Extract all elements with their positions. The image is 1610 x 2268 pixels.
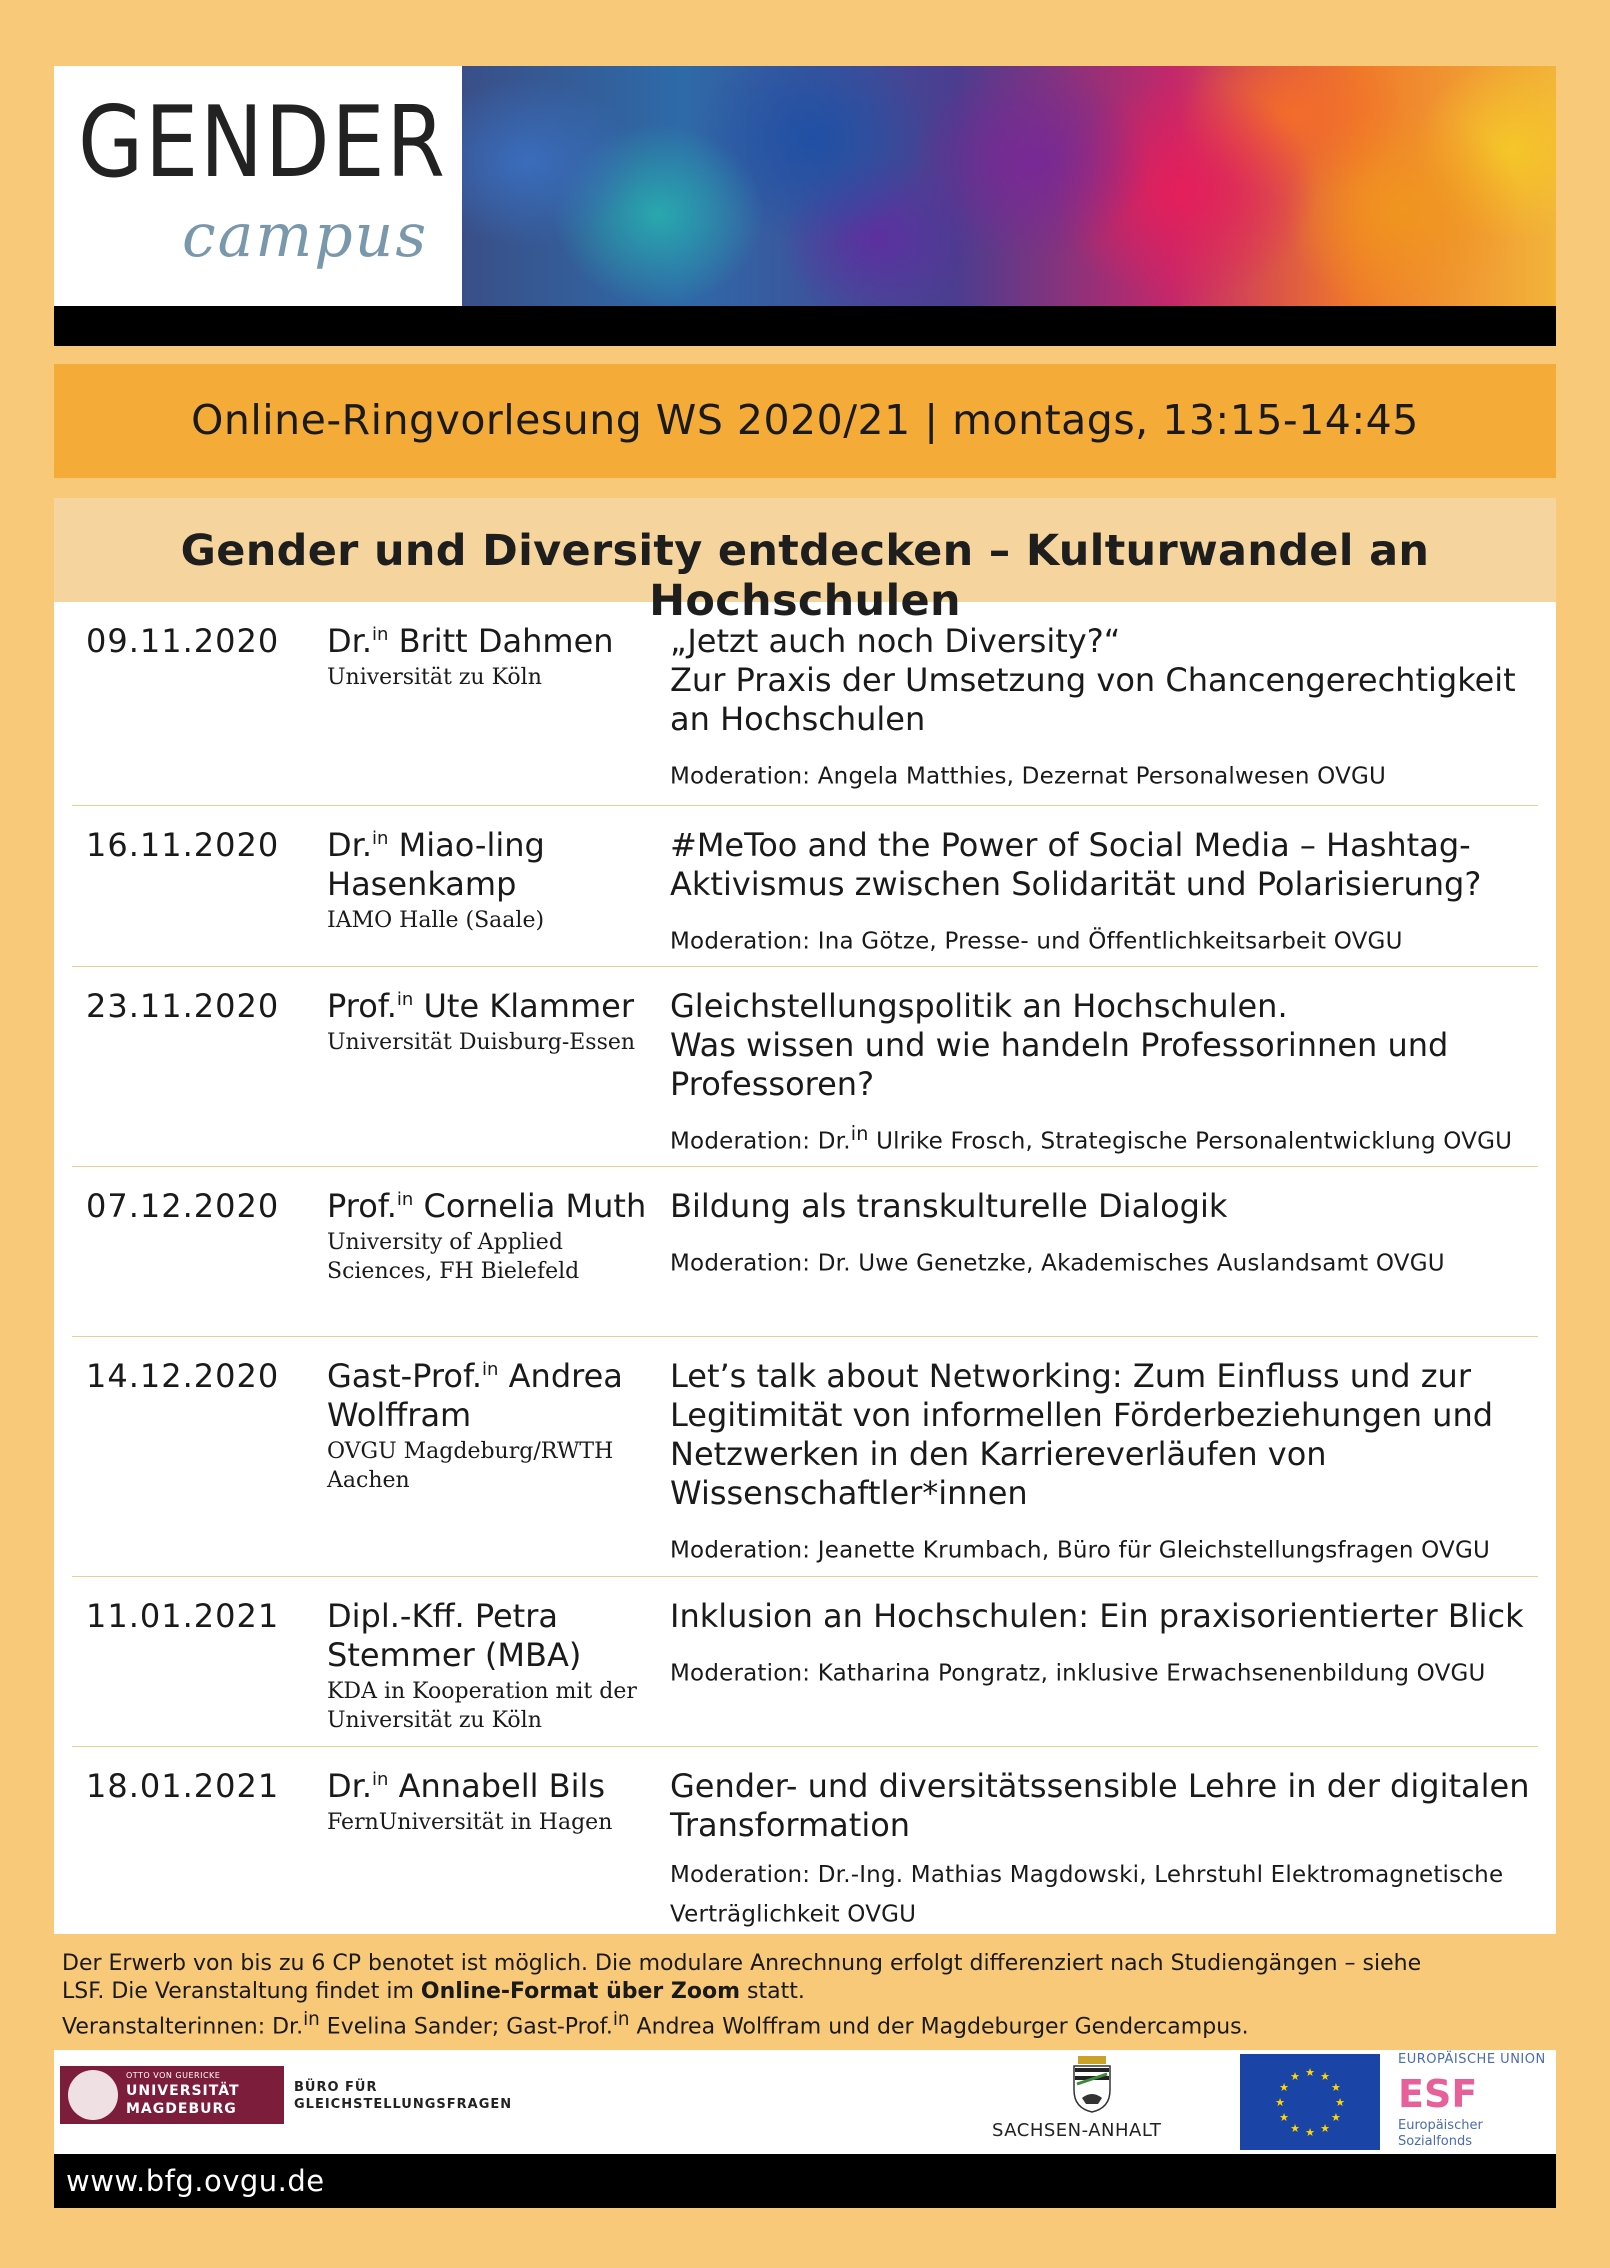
speaker-title-suffix: in: [396, 989, 414, 1010]
session-date: 16.11.2020: [86, 826, 280, 864]
talk-title: [670, 1767, 1530, 1845]
footer-line-3: [62, 2006, 1552, 2041]
speaker-name: [327, 622, 647, 661]
talk-title-line: Gleichstellungspolitik an Hochschulen.: [670, 987, 1288, 1025]
session-row: [72, 1337, 1538, 1577]
session-date: 09.11.2020: [86, 622, 280, 660]
esf-sub-line-1: Europäischer: [1398, 2118, 1483, 2133]
sponsor-logo-bar: [54, 2050, 1556, 2154]
speaker-institution: University of Applied Sciences, FH Bielefeld: [327, 1230, 580, 1284]
moderation-text: Moderation: Dr. Uwe Genetzke, Akademisches Auslandsamt OVGU: [670, 1250, 1445, 1277]
talk-title-line: Bildung als transkulturelle Dialogik: [670, 1187, 1228, 1225]
speaker-block: [327, 1357, 647, 1495]
bfg-line-1: BÜRO FÜR: [294, 2080, 378, 2095]
speaker-title: Dr.: [327, 1767, 373, 1805]
moderation-text: Moderation: Angela Matthies, Dezernat Personalwesen OVGU: [670, 763, 1387, 790]
session-date: 14.12.2020: [86, 1357, 280, 1395]
footer-line-2-pre: LSF. Die Veranstaltung findet im: [62, 1979, 421, 2004]
esf-logo-text: ESF: [1398, 2072, 1478, 2116]
talk-title-line: Inklusion an Hochschulen: Ein praxisorientierter Blick: [670, 1597, 1524, 1635]
sachsen-anhalt-label: SACHSEN-ANHALT: [992, 2120, 1162, 2141]
sachsen-anhalt-crest-icon: [1068, 2054, 1116, 2114]
talk-block: [670, 987, 1530, 1158]
footer-line-2-bold: Online-Format über Zoom: [420, 1979, 741, 2004]
speaker-block: [327, 622, 647, 692]
eu-star-icon: ★: [1320, 2070, 1330, 2084]
speaker-rest: Annabell Bils: [388, 1767, 606, 1805]
speaker-institution: FernUniversität in Hagen: [327, 1810, 613, 1835]
footer-line-3-a: Veranstalterinnen: Dr.: [62, 2014, 304, 2040]
speaker-name: [327, 1597, 647, 1675]
eu-star-icon: ★: [1331, 2111, 1341, 2124]
moderation: [670, 1859, 1530, 1931]
speaker-name: [327, 987, 647, 1026]
footer-line-3-sup1: in: [303, 2009, 320, 2030]
speaker-title-suffix: in: [396, 1189, 414, 1210]
esf-eu-label: EUROPÄISCHE UNION: [1398, 2052, 1546, 2067]
footer-line-2: [62, 1978, 1552, 2006]
talk-title-line: Gender- und diversitätssensible Lehre in der digitalen: [670, 1767, 1530, 1805]
talk-block: [670, 826, 1530, 958]
eu-star-icon: ★: [1320, 2121, 1330, 2135]
session-row: [72, 967, 1538, 1167]
moderation-text: Moderation: Ina Götze, Presse- und Öffentlichkeitsarbeit OVGU: [670, 928, 1403, 955]
speaker-name: [327, 1357, 647, 1435]
footer-note: [62, 1950, 1552, 2041]
session-date: 11.01.2021: [86, 1597, 280, 1635]
guericke-portrait-icon: [68, 2070, 118, 2120]
speaker-name: [327, 826, 647, 904]
moderation: [670, 1527, 1530, 1567]
session-row: [72, 1747, 1538, 1937]
header-banner: [54, 66, 1556, 346]
talk-title-line: Professoren?: [670, 1065, 875, 1103]
speaker-rest: Ute Klammer: [413, 987, 634, 1025]
schedule-panel: [54, 498, 1556, 1934]
moderation-text: Moderation: Katharina Pongratz, inklusive Erwachsenenbildung OVGU: [670, 1660, 1486, 1687]
eu-star-icon: ★: [1275, 2096, 1285, 2109]
speaker-rest: Miao-ling Hasenkamp: [327, 826, 545, 903]
talk-block: [670, 1357, 1530, 1567]
talk-title-line: „Jetzt auch noch Diversity?“: [670, 622, 1121, 660]
speaker-institution: Universität Duisburg-Essen: [327, 1030, 636, 1055]
session-row: [72, 1167, 1538, 1337]
talk-title-line: Transformation: [670, 1806, 911, 1844]
ovgu-small-text: OTTO VON GUERICKE: [126, 2071, 221, 2080]
eu-star-icon: ★: [1331, 2081, 1341, 2094]
eu-star-icon: ★: [1290, 2121, 1300, 2135]
moderation-text: Moderation: Dr.: [670, 1128, 851, 1155]
speaker-block: [327, 987, 647, 1057]
speaker-block: [327, 1187, 647, 1286]
talk-title-line: Aktivismus zwischen Solidarität und Polarisierung?: [670, 865, 1482, 903]
speaker-institution: KDA in Kooperation mit der Universität zu Köln: [327, 1679, 637, 1733]
eu-star-icon: ★: [1305, 2126, 1315, 2139]
talk-title: [670, 826, 1530, 904]
speaker-block: [327, 1597, 647, 1735]
ovgu-line-2: MAGDEBURG: [126, 2101, 237, 2117]
moderation: [670, 1240, 1530, 1280]
speaker-block: [327, 826, 647, 935]
talk-title-line: #MeToo and the Power of Social Media – Hashtag-: [670, 826, 1471, 864]
footer-line-3-b: Evelina Sander; Gast-Prof.: [319, 2014, 613, 2040]
speaker-rest: Cornelia Muth: [413, 1187, 647, 1225]
speaker-title: Gast-Prof.: [327, 1357, 483, 1395]
speaker-name: [327, 1767, 647, 1806]
talk-title-line: Zur Praxis der Umsetzung von Chancengerechtigkeit: [670, 661, 1516, 699]
speaker-institution: OVGU Magdeburg/RWTH Aachen: [327, 1439, 614, 1493]
footer-line-3-c: Andrea Wolffram und der Magdeburger Gendercampus.: [629, 2014, 1249, 2040]
speaker-title-suffix: in: [372, 624, 389, 645]
talk-block: [670, 1597, 1530, 1690]
talk-title-line: Netzwerken in den Karriereverläufen von: [670, 1435, 1327, 1473]
logo-gender-text: GENDER: [78, 86, 447, 200]
session-row: [72, 806, 1538, 967]
talk-title: [670, 1187, 1530, 1226]
eu-star-icon: ★: [1305, 2066, 1315, 2079]
speaker-title-suffix: in: [372, 828, 389, 849]
url-bar: [54, 2154, 1556, 2208]
talk-title-line: Was wissen und wie handeln Professorinnen und: [670, 1026, 1449, 1064]
watercolor-banner-image: [462, 66, 1556, 306]
session-date: 18.01.2021: [86, 1767, 280, 1805]
title-band: [54, 498, 1556, 626]
talk-block: [670, 622, 1530, 793]
eu-star-icon: ★: [1290, 2070, 1300, 2084]
talk-title-line: Legitimität von informellen Förderbeziehungen und: [670, 1396, 1494, 1434]
moderation-text-rest: Ulrike Frosch, Strategische Personalentwicklung OVGU: [868, 1128, 1513, 1155]
moderation-suffix: in: [850, 1122, 869, 1145]
talk-title-line: Let’s talk about Networking: Zum Einfluss und zur: [670, 1357, 1471, 1395]
eu-star-icon: ★: [1279, 2081, 1289, 2094]
talk-title: [670, 1357, 1530, 1513]
speaker-rest: Britt Dahmen: [388, 622, 614, 660]
subtitle-text: Online-Ringvorlesung WS 2020/21 | montags, 13:15-14:45: [191, 396, 1419, 444]
speaker-block: [327, 1767, 647, 1837]
moderation: [670, 1118, 1530, 1158]
session-row: [72, 1577, 1538, 1747]
session-row: [72, 602, 1538, 806]
eu-star-icon: ★: [1279, 2111, 1289, 2124]
talk-title: [670, 1597, 1530, 1636]
ovgu-line-1: UNIVERSITÄT: [126, 2083, 240, 2099]
footer-line-1: Der Erwerb von bis zu 6 CP benotet ist möglich. Die modulare Anrechnung erfolgt differenziert nach Studiengängen – siehe: [62, 1951, 1422, 1976]
eu-flag-icon: [1240, 2054, 1380, 2150]
speaker-title-suffix: in: [482, 1359, 499, 1380]
speaker-name: [327, 1187, 647, 1226]
ovgu-logo: [60, 2066, 284, 2124]
speaker-title: Prof.: [327, 987, 397, 1025]
speaker-title-suffix: in: [372, 1769, 389, 1790]
eu-star-icon: ★: [1335, 2096, 1345, 2109]
session-date: 23.11.2020: [86, 987, 280, 1025]
talk-title-line: Wissenschaftler*innen: [670, 1474, 1028, 1512]
esf-sub-line-2: Sozialfonds: [1398, 2134, 1473, 2149]
footer-line-3-sup2: in: [612, 2009, 630, 2030]
speaker-institution: Universität zu Köln: [327, 665, 542, 690]
subtitle-band: [54, 364, 1556, 478]
session-date: 07.12.2020: [86, 1187, 280, 1225]
speaker-title: Prof.: [327, 1187, 397, 1225]
logo-campus-text: campus: [182, 201, 429, 271]
speaker-title: Dr.: [327, 622, 373, 660]
moderation-text: Moderation: Jeanette Krumbach, Büro für Gleichstellungsfragen OVGU: [670, 1537, 1490, 1564]
talk-title-line: an Hochschulen: [670, 700, 926, 738]
moderation: [670, 1650, 1530, 1690]
talk-block: [670, 1187, 1530, 1280]
speaker-institution: IAMO Halle (Saale): [327, 908, 545, 933]
moderation: [670, 753, 1530, 793]
speaker-title: Dr.: [327, 826, 373, 864]
talk-title: [670, 622, 1530, 739]
bfg-line-2: GLEICHSTELLUNGSFRAGEN: [294, 2097, 513, 2112]
talk-title: [670, 987, 1530, 1104]
speaker-title: Dipl.-Kff. Petra Stemmer (MBA): [327, 1597, 582, 1674]
footer-line-2-post: statt.: [740, 1979, 805, 2004]
moderation: [670, 918, 1530, 958]
moderation-text: Moderation: Dr.-Ing. Mathias Magdowski, Lehrstuhl Elektromagnetische Verträglichkeit OVGU: [670, 1862, 1504, 1928]
gendercampus-logo: [54, 66, 462, 306]
website-link[interactable]: www.bfg.ovgu.de: [66, 2164, 325, 2198]
speaker-rest: Andrea Wolffram: [327, 1357, 623, 1434]
talk-block: [670, 1767, 1530, 1931]
page-title: Gender und Diversity entdecken – Kulturwandel an Hochschulen: [180, 526, 1430, 626]
